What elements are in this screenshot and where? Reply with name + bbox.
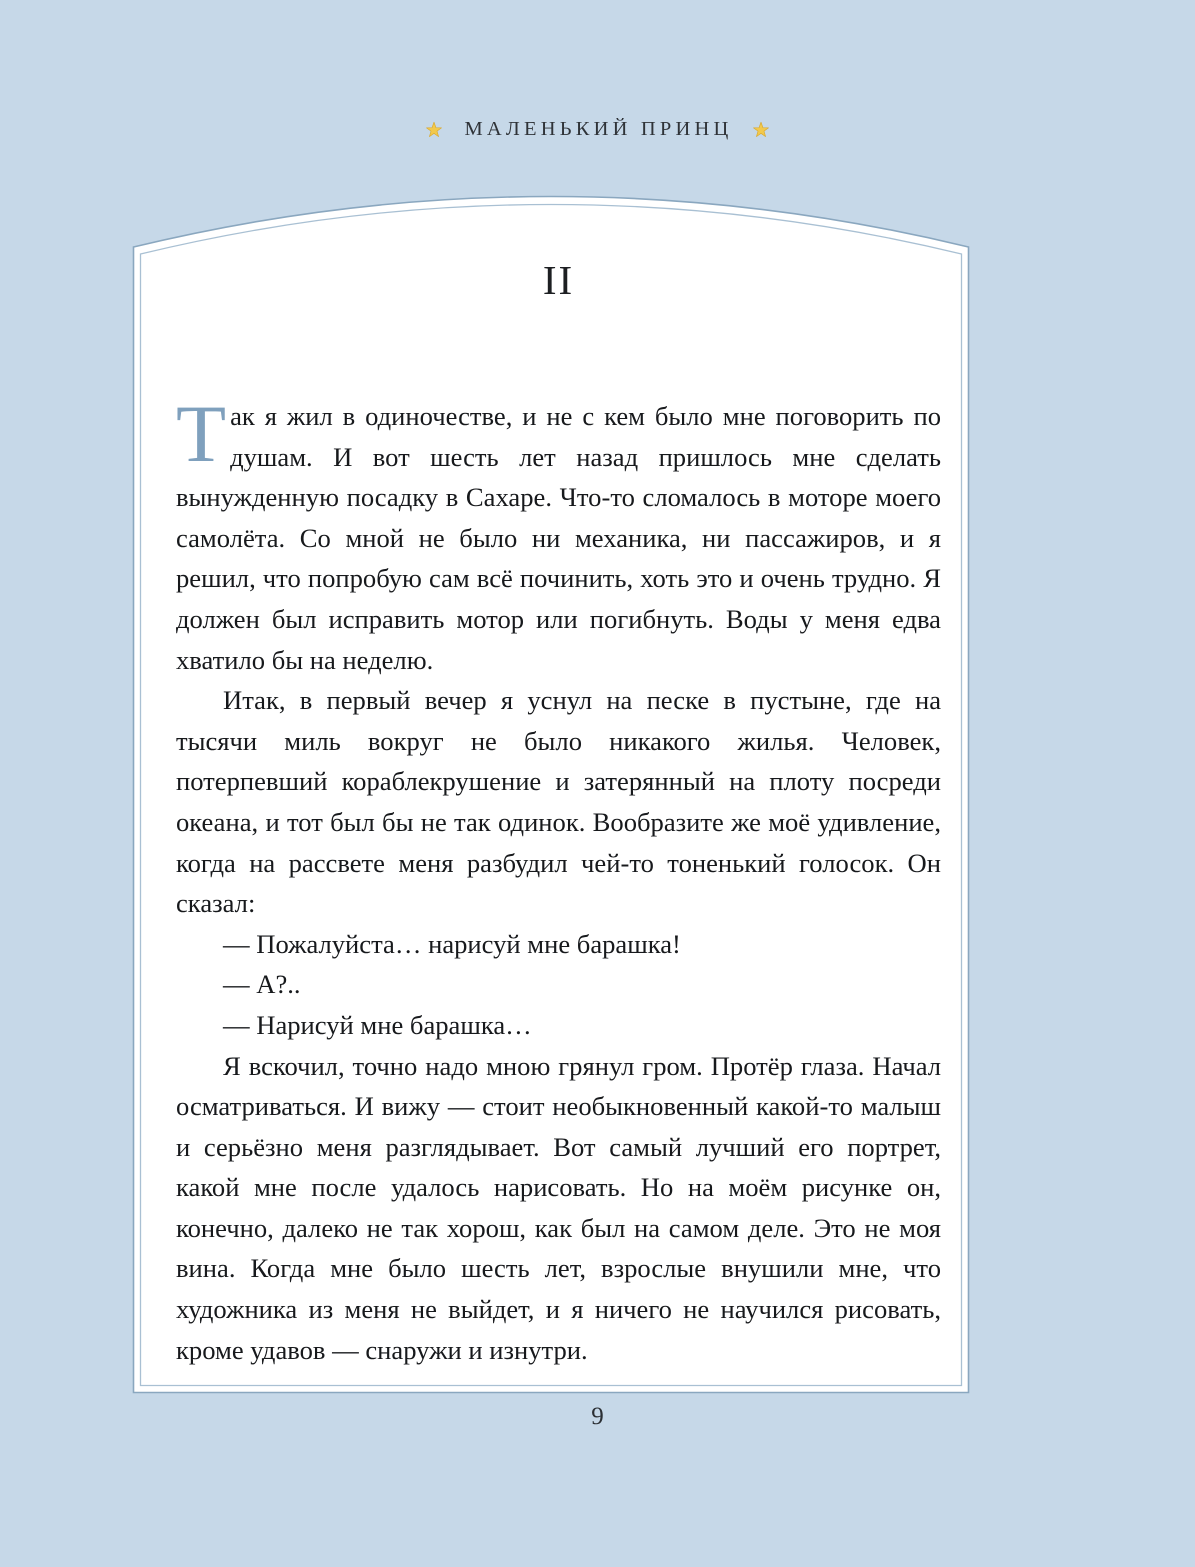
text-column [176,388,941,1370]
running-head [0,119,1195,140]
dialogue-line: — А?.. [223,969,301,1000]
paragraph-opening [176,388,941,680]
dialogue-line: — Нарисуй мне барашка… [223,1009,532,1040]
paragraph-text: ак я жил в одиночестве, и не с кем было мне поговорить по душам. И вот шесть лет назад пришлось мне сделать вынужденную посадку в Сахаре. Что-то сломалось в моторе моего самолёта. Со мной не было ни механика, ни пассажиров, и я решил, что попробую сам всё починить, хоть это и очень трудно. Я должен был исправить мотор или погибнуть. Воды у меня едва хватило бы на неделю. [176,401,941,675]
paragraph: Я вскочил, точно надо мною грянул гром. Протёр глаза. Начал осматриваться. И вижу — стоит необыкновенный какой-то малыш и серьёзно меня разглядывает. Вот самый лучший его портрет, какой мне после удалось нарисовать. Но на моём рисунке он, конечно, далеко не так хорош, как был на самом деле. Это не моя вина. Когда мне было шесть лет, взрослые внушили мне, что художника из меня не выйдет, и я ничего не научился рисовать, кроме удавов — снаружи и изнутри. [176,1050,941,1365]
paragraph: Итак, в первый вечер я уснул на песке в пустыне, где на тысячи миль вокруг не было никакого жилья. Человек, потерпевший кораблекрушение и затерянный на плоту посреди океана, и тот был бы не так одинок. Вообразите же моё удивление, когда на рассвете меня разбудил чей-то тоненький голосок. Он сказал: [176,685,941,919]
page-number: 9 [591,1403,604,1430]
drop-cap: Т [176,388,227,479]
star-ornament-icon [751,120,771,140]
running-head-title: МАЛЕНЬКИЙ ПРИНЦ [464,118,733,140]
page-body [176,236,941,1376]
chapter-number: II [542,257,575,303]
star-ornament-icon [424,120,444,140]
dialogue-line: — Пожалуйста… нарисуй мне барашка! [223,928,681,959]
